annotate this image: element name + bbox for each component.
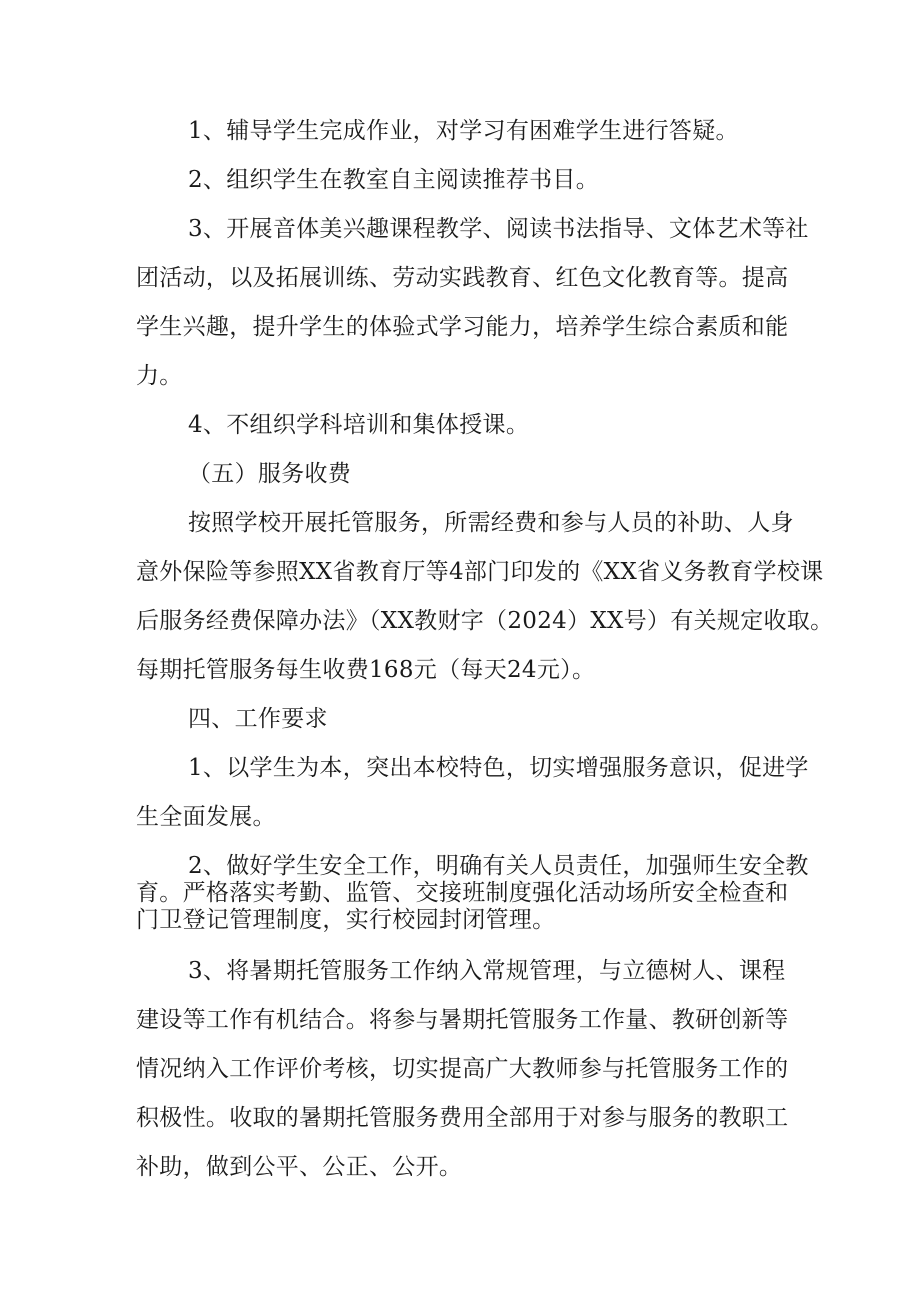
section-heading-work-requirements: 四、工作要求 xyxy=(188,706,328,732)
list-item-3-line-1: 3、开展音体美兴趣课程教学、阅读书法指导、文体艺术等社 xyxy=(188,216,809,242)
list-item-4: 4、不组织学科培训和集体授课。 xyxy=(188,412,530,438)
requirement-1-line-2: 生全面发展。 xyxy=(136,804,276,830)
requirement-3-line-2: 建设等工作有机结合。将参与暑期托管服务工作量、教研创新等 xyxy=(136,1007,789,1033)
requirement-3-line-1: 3、将暑期托管服务工作纳入常规管理，与立德树人、课程 xyxy=(188,958,786,984)
fee-paragraph-line-1: 按照学校开展托管服务，所需经费和参与人员的补助、人身 xyxy=(188,510,794,536)
fee-paragraph-line-3: 后服务经费保障办法》（XX教财字（2024）XX号）有关规定收取。 xyxy=(136,608,834,634)
list-item-2: 2、组织学生在教室自主阅读推荐书目。 xyxy=(188,167,600,193)
fee-paragraph-line-2: 意外保险等参照XX省教育厅等4部门印发的《XX省义务教育学校课 xyxy=(136,559,824,585)
list-item-3-line-4: 力。 xyxy=(136,363,183,389)
requirement-2-line-3: 门卫登记管理制度，实行校园封闭管理。 xyxy=(136,907,556,933)
requirement-2-line-2: 育。严格落实考勤、监管、交接班制度强化活动场所安全检查和 xyxy=(136,880,789,906)
section-heading-service-fee: （五）服务收费 xyxy=(188,461,352,487)
requirement-3-line-5: 补助，做到公平、公正、公开。 xyxy=(136,1154,463,1180)
list-item-1: 1、辅导学生完成作业，对学习有困难学生进行答疑。 xyxy=(188,118,739,144)
requirement-3-line-4: 积极性。收取的暑期托管服务费用全部用于对参与服务的教职工 xyxy=(136,1105,789,1131)
list-item-3-line-2: 团活动，以及拓展训练、劳动实践教育、红色文化教育等。提高 xyxy=(136,265,789,291)
requirement-1-line-1: 1、以学生为本，突出本校特色，切实增强服务意识，促进学 xyxy=(188,755,809,781)
requirement-3-line-3: 情况纳入工作评价考核，切实提高广大教师参与托管服务工作的 xyxy=(136,1056,789,1082)
requirement-2-line-1: 2、做好学生安全工作，明确有关人员责任，加强师生安全教 xyxy=(188,853,809,879)
list-item-3-line-3: 学生兴趣，提升学生的体验式学习能力，培养学生综合素质和能 xyxy=(136,314,789,340)
fee-paragraph-line-4: 每期托管服务每生收费168元（每天24元）。 xyxy=(136,657,596,683)
